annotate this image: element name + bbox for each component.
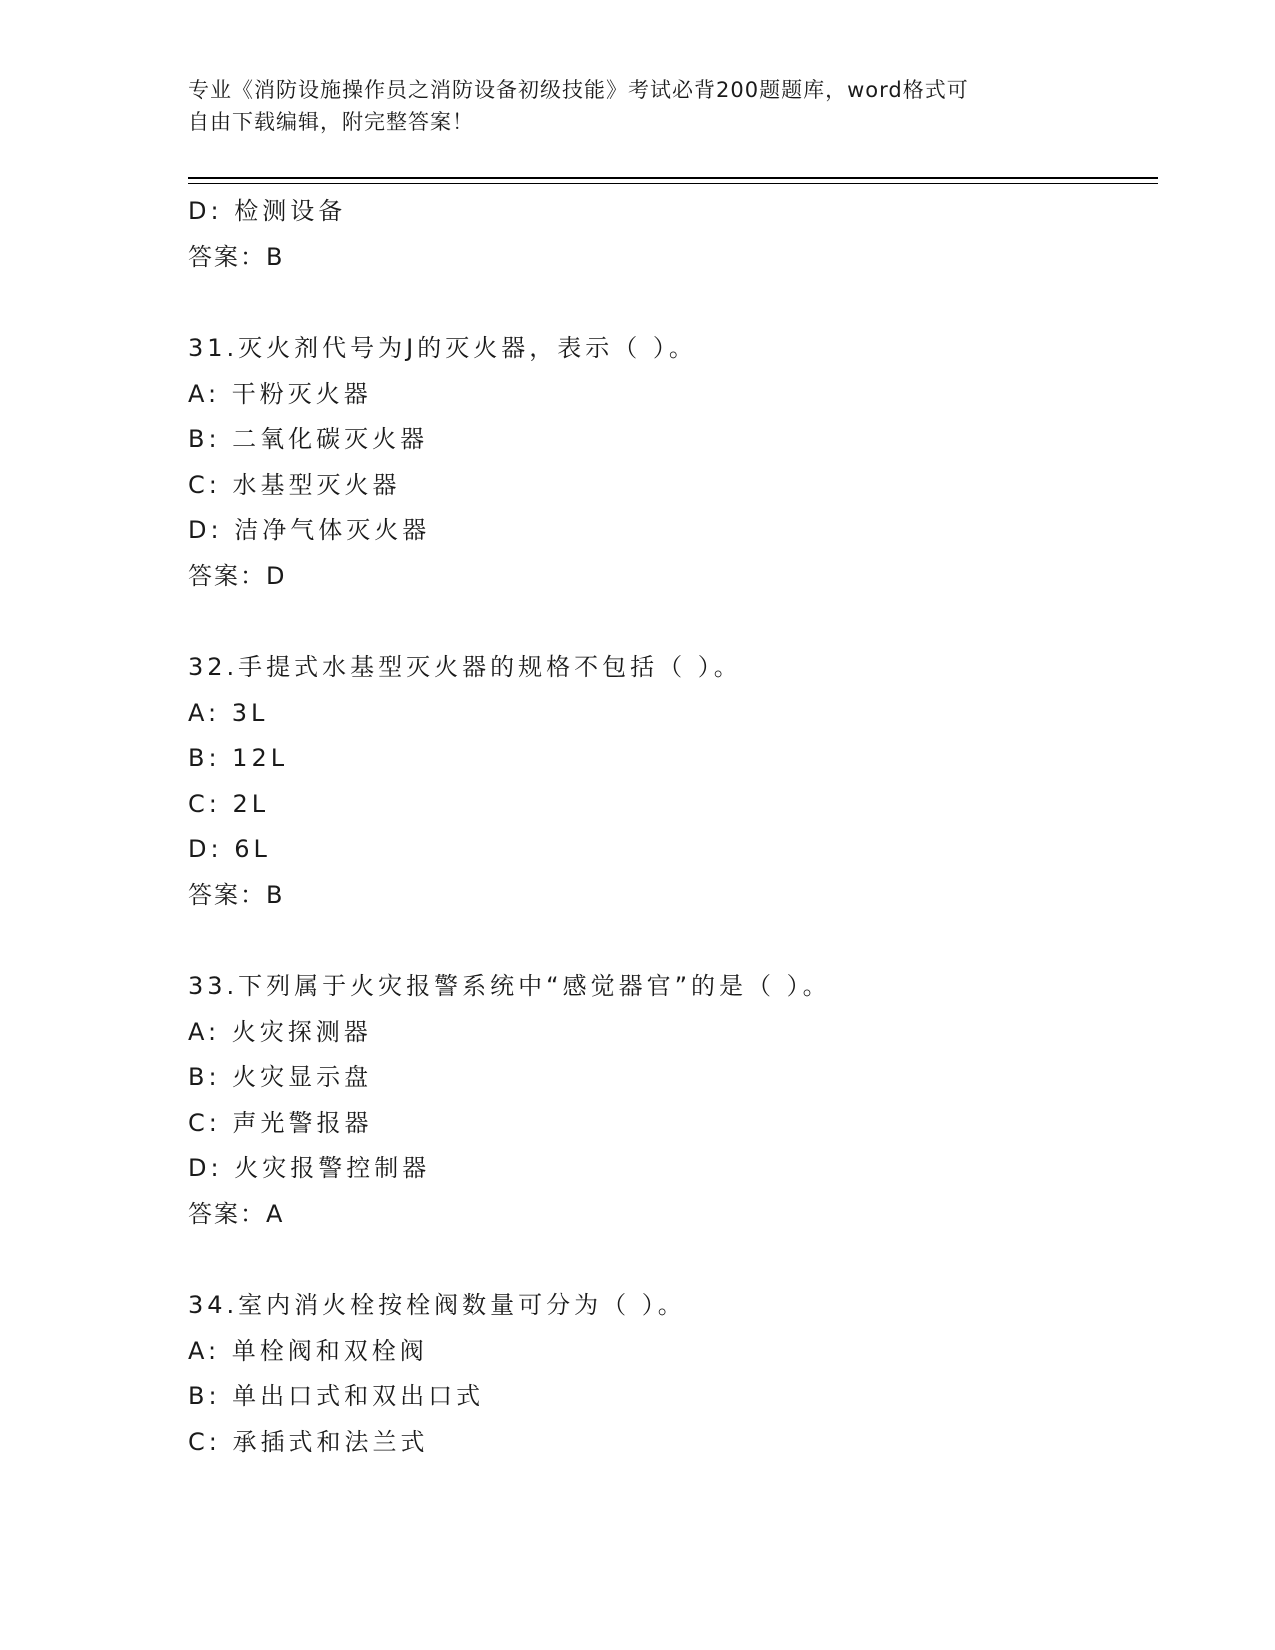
option-c: C: 水基型灭火器 [188, 470, 401, 499]
option-d: D: 6L [188, 835, 271, 863]
answer-line: 答案：D [188, 561, 287, 590]
question-block-34 [188, 1283, 1148, 1465]
option-d: D: 火灾报警控制器 [188, 1154, 431, 1182]
option-c: C: 承插式和法兰式 [188, 1427, 429, 1456]
option-a: A: 单栓阀和双栓阀 [188, 1336, 428, 1365]
header-line-1: 专业《消防设施操作员之消防设备初级技能》考试必背200题题库，word格式可 [188, 78, 969, 102]
question-list [188, 189, 1148, 1465]
option-d: D: 检测设备 [188, 197, 347, 225]
spacer [188, 599, 1148, 645]
option-a: A: 干粉灭火器 [188, 379, 372, 408]
spacer [188, 280, 1148, 326]
answer-line: 答案：B [188, 242, 285, 271]
header-line-2: 自由下载编辑，附完整答案！ [188, 110, 474, 134]
question-stem: 34.室内消火栓按栓阀数量可分为（ ）。 [188, 1291, 686, 1319]
option-d: D: 洁净气体灭火器 [188, 516, 431, 544]
question-block-33 [188, 964, 1148, 1237]
option-c: C: 声光警报器 [188, 1108, 373, 1137]
answer-line: 答案：B [188, 880, 285, 909]
question-stem: 31.灭火剂代号为J的灭火器，表示（ ）。 [188, 334, 697, 362]
option-a: A: 3L [188, 698, 269, 727]
question-block-32 [188, 645, 1148, 918]
option-b: B: 火灾显示盘 [188, 1063, 373, 1091]
option-b: B: 二氧化碳灭火器 [188, 425, 429, 453]
option-c: C: 2L [188, 789, 270, 818]
option-b: B: 12L [188, 744, 289, 772]
header-divider-thin [188, 183, 1158, 184]
header-divider-thick [188, 177, 1158, 179]
option-b: B: 单出口式和双出口式 [188, 1382, 485, 1410]
page-header [188, 74, 1088, 138]
answer-line: 答案：A [188, 1199, 285, 1228]
question-stem: 33.下列属于火灾报警系统中“感觉器官”的是（ ）。 [188, 972, 831, 1000]
spacer [188, 1237, 1148, 1283]
question-block-31 [188, 326, 1148, 599]
question-stem: 32.手提式水基型灭火器的规格不包括（ ）。 [188, 653, 742, 681]
spacer [188, 918, 1148, 964]
option-a: A: 火灾探测器 [188, 1017, 372, 1046]
